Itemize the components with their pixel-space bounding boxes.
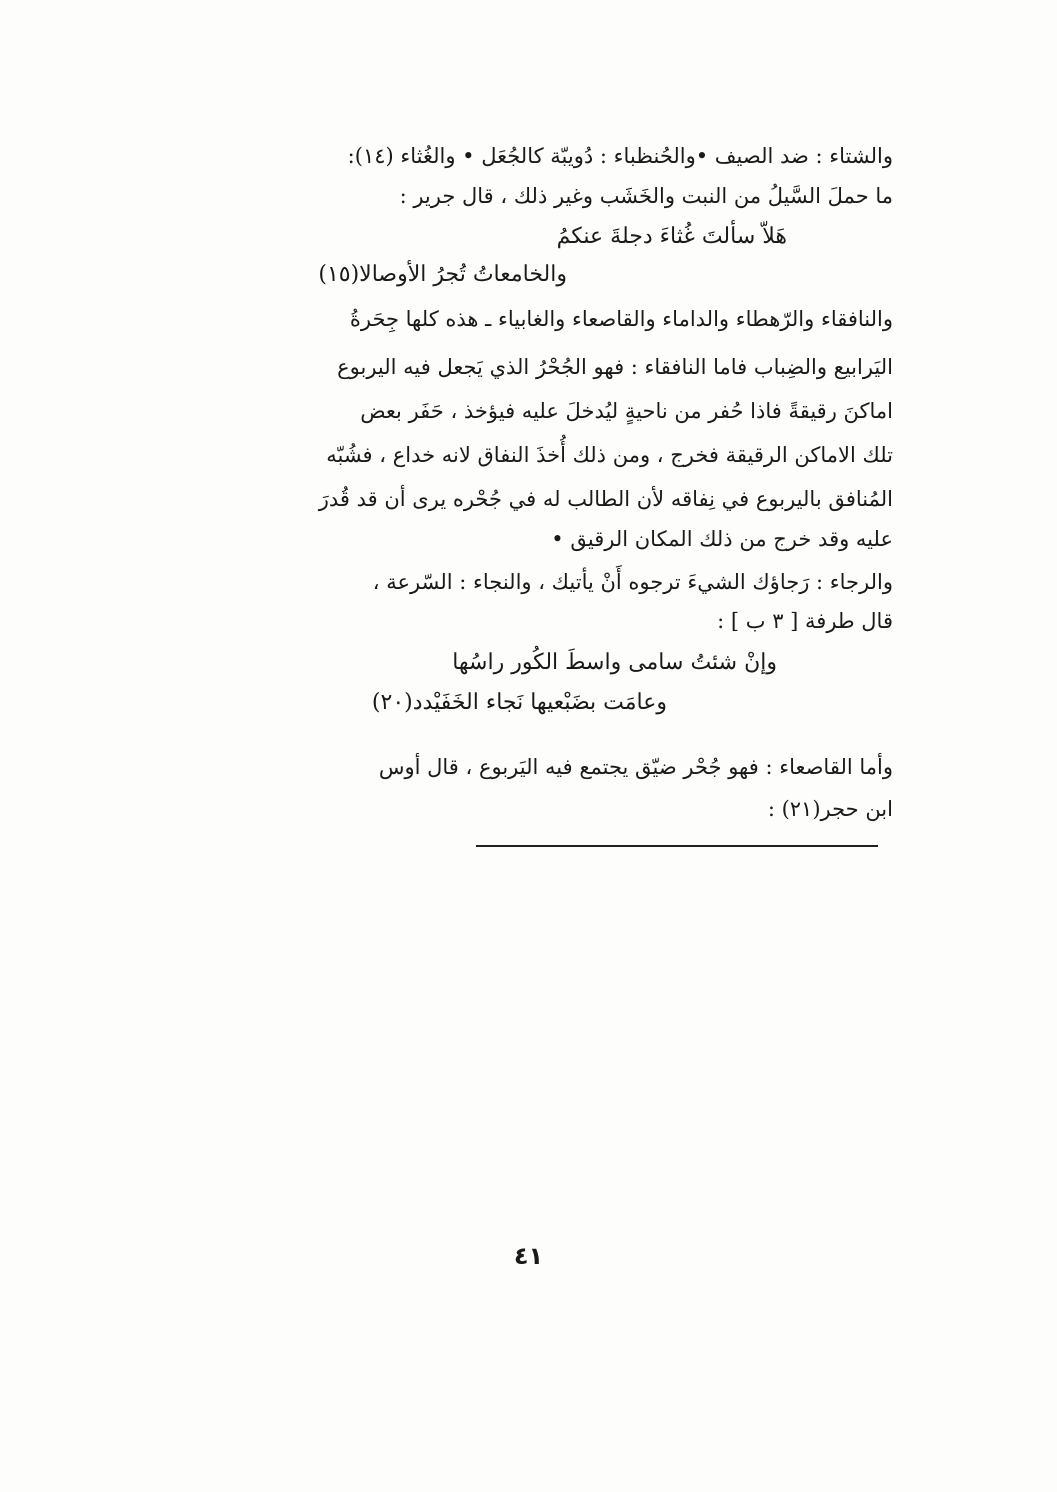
body-line: ما حملَ السَّيلُ من النبت والخَشَب وغير ذلك ، قال جرير : (399, 184, 893, 208)
body-line: اليَرابيع والضِباب فاما النافقاء : فهو الجُحْرُ الذي يَجعل فيه اليربوع (337, 355, 893, 379)
page-number: ٤١ (513, 1242, 544, 1270)
body-line: تلك الاماكن الرقيقة فخرج ، ومن ذلك أُخذَ النفاق لانه خداع ، فشُبّه (326, 443, 893, 467)
body-line: اماكنَ رقيقةً فاذا حُفر من ناحيةٍ ليُدخلَ عليه فيؤخذ ، حَفَر بعض (360, 399, 893, 423)
body-line: والشتاء : ضد الصيف •والحُنظباء : دُويبّة كالجُعَل • والغُثاء (١٤): (347, 144, 893, 168)
body-line: المُنافق باليربوع في نِفاقه لأن الطالب له في جُحْره يرى أن قد قُدرَ (318, 487, 893, 511)
body-line: ابن حجر(٢١) : (767, 797, 893, 821)
footnote-separator (476, 845, 878, 847)
verse-line: والخامعاتُ تُجرُ الأوصالا(١٥) (318, 262, 567, 287)
body-line: والنافقاء والرّهطاء والداماء والقاصعاء والغابياء ـ هذه كلها جِحَرةُ (349, 307, 893, 331)
body-line: والرجاء : رَجاؤك الشيءَ ترجوه أَنْ يأتيك ، والنجاء : السّرعة ، (372, 570, 893, 594)
verse-line: هَلاّ سألتَ غُثاءَ دجلةَ عنكمُ (556, 224, 787, 249)
body-line: عليه وقد خرج من ذلك المكان الرقيق • (551, 527, 893, 551)
body-line: قال طرفة [ ٣ ب ] : (717, 609, 893, 633)
verse-line: وعامَت بضَبْعيها نَجاء الخَفَيْدد(٢٠) (371, 690, 667, 715)
verse-line: وإنْ شئتُ سامى واسطَ الكُور راسُها (452, 650, 777, 675)
body-line: وأما القاصعاء : فهو جُحْر ضيّق يجتمع فيه اليَربوع ، قال أوس (378, 755, 893, 779)
